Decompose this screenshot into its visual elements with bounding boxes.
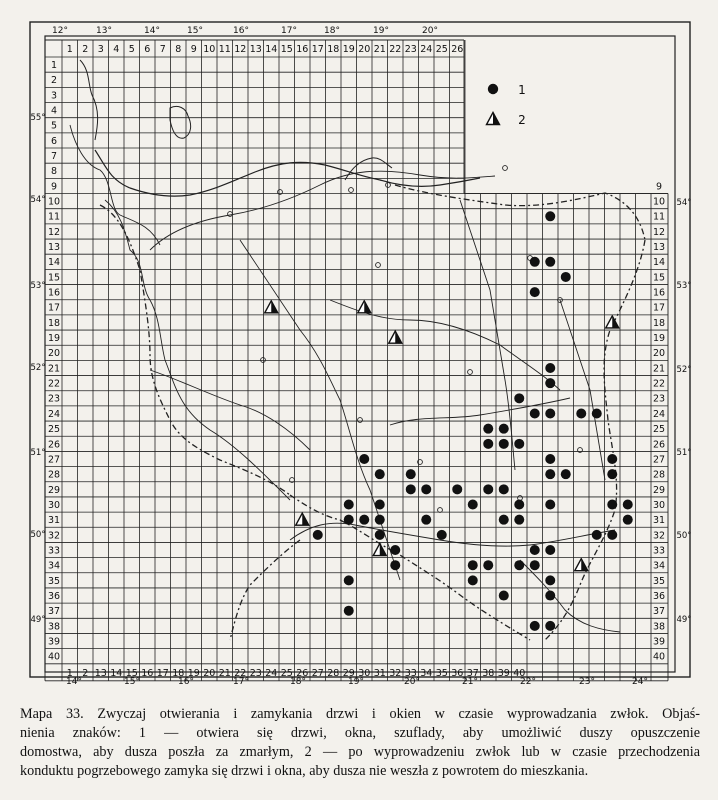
col-number-bottom: 26 [296, 667, 309, 679]
col-number-bottom: 23 [249, 667, 262, 679]
col-number-top: 14 [265, 44, 278, 55]
row-number-right: 9 [655, 181, 663, 193]
row-number-left: 40 [47, 651, 61, 663]
col-number-bottom: 17 [156, 667, 169, 679]
symbol-2-triangle [358, 301, 371, 313]
symbol-1-circle [576, 408, 586, 418]
row-number-right: 22 [652, 378, 666, 390]
row-number-left: 13 [47, 242, 61, 254]
col-number-bottom: 20 [203, 667, 216, 679]
river-line [560, 300, 605, 480]
lon-label-bottom: 19° [348, 677, 364, 687]
symbol-1-circle [592, 408, 602, 418]
row-number-right: 13 [652, 242, 666, 254]
symbol-1-circle [530, 560, 540, 570]
symbol-1-circle [545, 211, 555, 221]
row-number-right: 20 [652, 348, 666, 360]
lat-label-left: 49° [30, 615, 46, 625]
row-number-right: 40 [652, 651, 666, 663]
symbol-1-circle [592, 530, 602, 540]
col-number-top: 5 [128, 44, 135, 55]
symbol-1-circle [623, 515, 633, 525]
row-number-left: 16 [47, 287, 61, 299]
row-number-right: 33 [652, 545, 666, 557]
row-number-left: 10 [47, 196, 61, 208]
lon-label-bottom: 23° [579, 677, 595, 687]
row-number-right: 38 [652, 621, 666, 633]
symbol-2-triangle [606, 316, 619, 328]
symbol-1-circle [359, 454, 369, 464]
lon-label-top: 17° [281, 26, 297, 36]
lat-label-right: 51° [676, 448, 692, 458]
row-number-right: 30 [652, 499, 666, 511]
symbol-1-circle [545, 500, 555, 510]
row-number-left: 37 [47, 606, 61, 618]
row-number-right: 10 [652, 196, 666, 208]
symbol-1-circle [545, 469, 555, 479]
row-number-right: 32 [652, 530, 666, 542]
col-number-bottom: 36 [451, 667, 464, 679]
symbol-1-circle [468, 560, 478, 570]
row-number-left: 9 [50, 181, 58, 193]
row-number-left: 21 [47, 363, 61, 375]
col-number-bottom: 16 [141, 667, 154, 679]
col-number-bottom: 37 [466, 667, 479, 679]
symbol-1-circle [344, 606, 354, 616]
symbol-1-circle [499, 591, 509, 601]
row-number-left: 11 [47, 211, 61, 223]
town-marker [386, 183, 391, 188]
col-number-bottom: 30 [358, 667, 371, 679]
col-number-bottom: 40 [513, 667, 526, 679]
col-number-top: 9 [190, 44, 197, 55]
col-number-bottom: 19 [187, 667, 200, 679]
river-line [105, 200, 290, 500]
symbol-1-circle [545, 257, 555, 267]
row-number-right: 35 [652, 575, 666, 587]
row-number-right: 18 [652, 317, 666, 329]
row-number-left: 30 [47, 499, 61, 511]
symbol-1-circle [545, 408, 555, 418]
symbol-1-circle [375, 530, 385, 540]
symbol-1-circle [530, 621, 540, 631]
row-number-left: 29 [47, 484, 61, 496]
legend-label-2: 2 [518, 113, 526, 127]
row-number-left: 6 [50, 135, 58, 147]
symbol-1-circle [344, 575, 354, 585]
col-number-bottom: 2 [82, 667, 89, 679]
caption-line-3: domostwa, aby dusza poszła za zmarłym, 2 — po wyprowadzeniu zwłok lub w czasie przechodzenia [20, 744, 700, 760]
row-number-right: 11 [652, 211, 666, 223]
row-number-left: 39 [47, 636, 61, 648]
row-number-left: 15 [47, 272, 61, 284]
col-number-top: 4 [113, 44, 120, 55]
lat-label-left: 50° [30, 530, 46, 540]
lon-label-bottom: 24° [632, 677, 648, 687]
col-number-top: 1 [66, 44, 73, 55]
row-number-right: 36 [652, 590, 666, 602]
coastline-bay [345, 158, 392, 180]
symbol-1-circle [545, 363, 555, 373]
col-number-top: 20 [358, 44, 371, 55]
row-number-left: 17 [47, 302, 61, 314]
row-number-left: 24 [47, 408, 61, 420]
col-number-bottom: 35 [435, 667, 448, 679]
col-number-top: 11 [218, 44, 231, 55]
symbol-1-circle [514, 439, 524, 449]
row-number-left: 2 [50, 75, 58, 87]
col-number-top: 25 [435, 44, 448, 55]
symbol-1-circle [514, 500, 524, 510]
col-number-top: 10 [203, 44, 216, 55]
row-number-left: 32 [47, 530, 61, 542]
col-number-top: 15 [280, 44, 293, 55]
symbol-2-triangle [389, 331, 402, 343]
row-number-right: 12 [652, 226, 666, 238]
col-number-top: 19 [342, 44, 355, 55]
lat-label-left: 55° [30, 113, 46, 123]
legend-symbol-circle [488, 84, 498, 94]
row-number-right: 16 [652, 287, 666, 299]
symbol-1-circle [545, 591, 555, 601]
col-number-bottom: 18 [172, 667, 185, 679]
symbol-1-circle [483, 560, 493, 570]
symbol-1-circle [344, 515, 354, 525]
row-number-left: 20 [47, 348, 61, 360]
river-line [150, 370, 310, 450]
coastline [95, 150, 480, 196]
symbol-1-circle [530, 545, 540, 555]
symbol-2-triangle [373, 544, 386, 556]
symbol-2-triangle [296, 513, 309, 525]
symbol-1-circle [545, 545, 555, 555]
symbol-1-circle [545, 621, 555, 631]
row-number-right: 37 [652, 606, 666, 618]
symbol-1-circle [607, 500, 617, 510]
row-number-left: 7 [50, 151, 58, 163]
row-number-left: 1 [50, 60, 58, 71]
col-number-top: 3 [97, 44, 104, 55]
row-number-right: 39 [652, 636, 666, 648]
col-number-top: 7 [159, 44, 166, 55]
row-number-right: 28 [652, 469, 666, 481]
symbol-1-circle [406, 469, 416, 479]
row-number-right: 17 [652, 302, 666, 314]
col-number-bottom: 25 [280, 667, 293, 679]
row-number-left: 34 [47, 560, 61, 572]
lon-label-top: 14° [144, 26, 160, 36]
symbol-1-circle [375, 500, 385, 510]
col-number-bottom: 22 [234, 667, 247, 679]
row-number-left: 23 [47, 393, 61, 405]
lon-label-top: 18° [324, 26, 340, 36]
row-number-left: 12 [47, 226, 61, 238]
symbol-2-triangle [265, 301, 278, 313]
symbol-1-circle [514, 560, 524, 570]
lat-label-left: 51° [30, 448, 46, 458]
col-number-top: 6 [144, 44, 151, 55]
col-number-bottom: 15 [125, 667, 138, 679]
legend-label-1: 1 [518, 83, 526, 97]
symbol-1-circle [514, 393, 524, 403]
lon-label-bottom: 16° [178, 677, 194, 687]
town-marker [503, 166, 508, 171]
symbol-1-circle [421, 484, 431, 494]
row-number-left: 3 [50, 90, 58, 102]
symbol-1-circle [390, 545, 400, 555]
lon-label-bottom: 22° [520, 677, 536, 687]
lon-label-bottom: 18° [290, 677, 306, 687]
lat-label-left: 53° [30, 281, 46, 291]
col-number-top: 2 [82, 44, 89, 55]
row-number-right: 24 [652, 408, 666, 420]
col-number-bottom: 24 [265, 667, 278, 679]
symbol-1-circle [483, 484, 493, 494]
lon-label-bottom: 14° [66, 677, 82, 687]
lat-label-left: 52° [30, 363, 46, 373]
lon-label-top: 20° [422, 26, 438, 36]
col-number-bottom: 28 [327, 667, 340, 679]
symbol-1-circle [561, 272, 571, 282]
lon-label-top: 15° [187, 26, 203, 36]
caption-line-1: Mapa 33. Zwyczaj otwierania i zamykania drzwi i okien w czasie wyprowadzania zwłok. Objaś- [20, 706, 700, 722]
symbol-1-circle [607, 530, 617, 540]
lon-label-bottom: 17° [233, 677, 249, 687]
col-number-bottom: 38 [482, 667, 495, 679]
caption-line-2: nienia znaków: 1 — otwiera się drzwi, okna, szuflady, aby umożliwić duszy opuszczenie [20, 725, 700, 741]
col-number-bottom: 34 [420, 667, 433, 679]
symbol-1-circle [406, 484, 416, 494]
lat-label-right: 53° [676, 281, 692, 291]
row-number-left: 28 [47, 469, 61, 481]
row-number-left: 36 [47, 590, 61, 602]
row-number-right: 25 [652, 424, 666, 436]
col-number-top: 8 [175, 44, 182, 55]
row-number-left: 22 [47, 378, 61, 390]
symbol-1-circle [483, 424, 493, 434]
symbol-1-circle [530, 287, 540, 297]
col-number-top: 24 [420, 44, 433, 55]
col-number-top: 21 [373, 44, 386, 55]
lat-label-left: 54° [30, 195, 46, 205]
symbol-1-circle [344, 500, 354, 510]
symbol-1-circle [607, 469, 617, 479]
symbol-1-circle [561, 469, 571, 479]
town-marker [376, 263, 381, 268]
col-number-bottom: 32 [389, 667, 402, 679]
symbol-1-circle [530, 408, 540, 418]
col-number-top: 16 [296, 44, 309, 55]
row-number-left: 5 [50, 120, 58, 132]
symbol-1-circle [313, 530, 323, 540]
row-number-right: 26 [652, 439, 666, 451]
col-number-top: 23 [404, 44, 417, 55]
col-number-top: 13 [249, 44, 262, 55]
row-number-left: 27 [47, 454, 61, 466]
symbol-1-circle [530, 257, 540, 267]
col-number-bottom: 21 [218, 667, 231, 679]
lon-label-bottom: 20° [404, 677, 420, 687]
col-number-top: 17 [311, 44, 324, 55]
col-number-bottom: 31 [373, 667, 386, 679]
row-number-left: 33 [47, 545, 61, 557]
symbol-1-circle [483, 439, 493, 449]
symbol-1-circle [545, 378, 555, 388]
symbol-1-circle [545, 575, 555, 585]
lat-label-right: 49° [676, 615, 692, 625]
symbol-1-circle [421, 515, 431, 525]
row-number-left: 25 [47, 424, 61, 436]
row-number-right: 34 [652, 560, 666, 572]
town-marker [438, 508, 443, 513]
island-outline [170, 106, 191, 138]
col-number-bottom: 14 [110, 667, 123, 679]
row-number-left: 4 [50, 105, 58, 117]
symbol-1-circle [437, 530, 447, 540]
symbol-1-circle [499, 439, 509, 449]
symbol-1-circle [514, 515, 524, 525]
row-number-left: 31 [47, 515, 61, 527]
col-number-bottom: 27 [311, 667, 324, 679]
lon-label-top: 12° [52, 26, 68, 36]
lat-label-right: 50° [676, 531, 692, 541]
col-number-top: 18 [327, 44, 340, 55]
river-line [70, 125, 160, 245]
symbol-1-circle [375, 469, 385, 479]
row-number-left: 8 [50, 166, 58, 178]
col-number-bottom: 13 [94, 667, 107, 679]
symbol-1-circle [359, 515, 369, 525]
symbol-2-triangle [575, 559, 588, 571]
map-caption [20, 705, 700, 781]
row-number-left: 19 [47, 333, 61, 345]
col-number-top: 12 [234, 44, 247, 55]
lon-label-top: 19° [373, 26, 389, 36]
col-number-top: 26 [451, 44, 464, 55]
town-marker [349, 188, 354, 193]
row-number-right: 29 [652, 484, 666, 496]
symbol-1-circle [390, 560, 400, 570]
town-marker [358, 418, 363, 423]
lon-label-bottom: 21° [462, 677, 478, 687]
outer-frame [30, 22, 690, 677]
col-number-bottom: 39 [497, 667, 510, 679]
row-number-right: 14 [652, 257, 666, 269]
row-number-right: 31 [652, 515, 666, 527]
row-number-right: 21 [652, 363, 666, 375]
row-number-right: 19 [652, 333, 666, 345]
lon-label-bottom: 15° [124, 677, 140, 687]
symbol-1-circle [499, 484, 509, 494]
symbol-1-circle [607, 454, 617, 464]
row-number-left: 18 [47, 317, 61, 329]
symbol-1-circle [375, 515, 385, 525]
lat-label-right: 52° [676, 365, 692, 375]
symbol-1-circle [499, 424, 509, 434]
row-number-right: 15 [652, 272, 666, 284]
row-number-right: 23 [652, 393, 666, 405]
lat-label-right: 54° [676, 198, 692, 208]
col-number-bottom: 29 [342, 667, 355, 679]
symbol-1-circle [452, 484, 462, 494]
row-number-right: 27 [652, 454, 666, 466]
symbol-1-circle [545, 454, 555, 464]
town-marker [468, 370, 473, 375]
symbol-1-circle [499, 515, 509, 525]
caption-line-4: konduktu pogrzebowego zamyka się drzwi i okna, aby dusza nie weszła z powrotem do mieszkania. [20, 763, 589, 779]
border-line [230, 540, 300, 640]
row-number-left: 26 [47, 439, 61, 451]
symbol-1-circle [468, 575, 478, 585]
col-number-top: 22 [389, 44, 402, 55]
town-marker [228, 212, 233, 217]
row-number-left: 14 [47, 257, 61, 269]
row-number-left: 35 [47, 575, 61, 587]
lon-label-top: 16° [233, 26, 249, 36]
symbol-1-circle [468, 500, 478, 510]
row-number-left: 38 [47, 621, 61, 633]
lon-label-top: 13° [96, 26, 112, 36]
symbol-1-circle [623, 500, 633, 510]
col-number-bottom: 33 [404, 667, 417, 679]
col-number-bottom: 1 [66, 667, 73, 679]
